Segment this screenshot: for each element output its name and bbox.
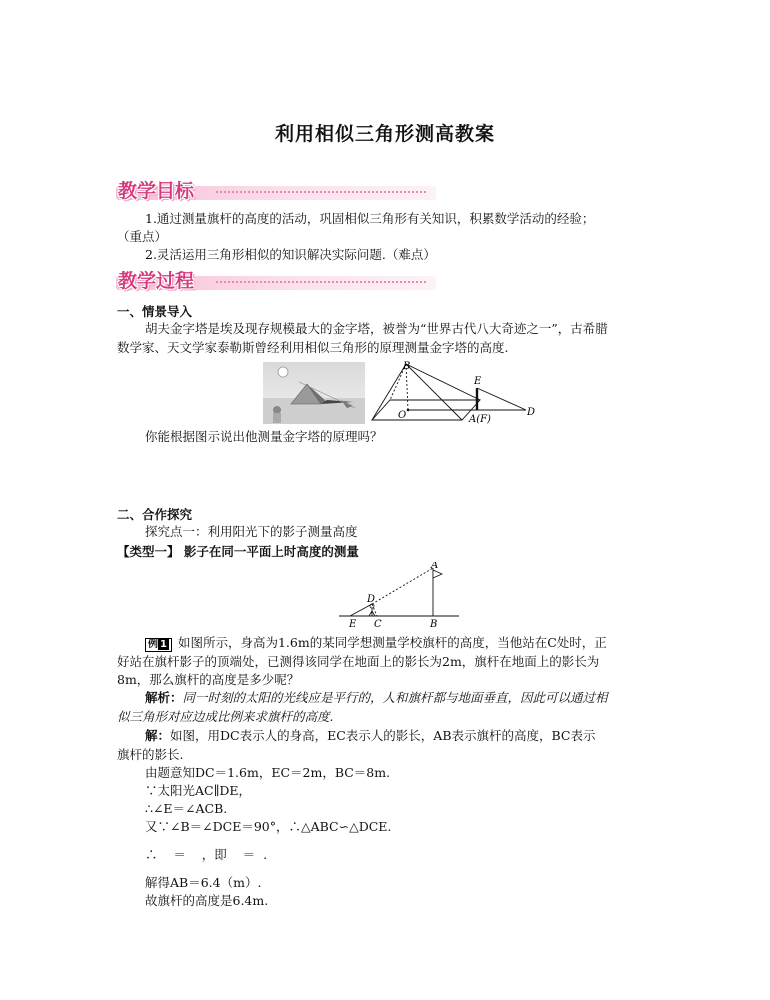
section-banner-process xyxy=(116,270,436,292)
section-banner-goals xyxy=(116,180,436,202)
example-line-2: 好站在旗杆影子的顶端处，已测得该同学在地面上的影长为2m，旗杆在地面上的影长为 xyxy=(117,654,600,669)
flagpole-figure xyxy=(335,562,465,630)
goal-line-1: 1.通过测量旗杆的高度的活动，巩固相似三角形有关知识，积累数学活动的经验； xyxy=(145,211,595,226)
solution-line-9: 故旗杆的高度是6.4m. xyxy=(145,893,269,908)
example-badge: 例 1 xyxy=(145,638,172,652)
solution-line-4: ∵太阳光AC∥DE， xyxy=(145,783,252,798)
solution-line-5: ∴∠E＝∠ACB. xyxy=(145,801,228,816)
label-A: A xyxy=(431,562,439,571)
part1-para-line-1: 胡夫金字塔是埃及现存规模最大的金字塔，被誉为“世界古代八大奇迹之一”，古希腊 xyxy=(145,321,608,336)
page-title: 利用相似三角形测高教案 xyxy=(274,123,495,145)
banner-label: 教学目标 xyxy=(118,180,195,202)
example-line-3: 8m，那么旗杆的高度是多少呢？ xyxy=(117,672,300,687)
label-B: B xyxy=(430,619,438,630)
example-text-1: 如图所示，身高为1.6m的某同学想测量学校旗杆的高度，当他站在C处时，正 xyxy=(177,635,607,650)
analysis-label: 解析： xyxy=(145,690,183,705)
label-AF: A(F) xyxy=(469,414,491,425)
solution-line-7: ∴ ＝ ，即 ＝ . xyxy=(145,847,268,862)
analysis-line-1 xyxy=(145,689,608,707)
label-E: E xyxy=(474,376,482,387)
banner-label: 教学过程 xyxy=(118,270,195,292)
solution-line-8: 解得AB＝6.4（m）. xyxy=(145,875,262,890)
goal-line-1b: （重点） xyxy=(117,229,168,244)
pyramid-geometry-figure xyxy=(370,360,540,430)
label-B: B xyxy=(403,361,411,372)
part1-para-line-2: 数学家、天文学家泰勒斯曾经利用相似三角形的原理测量金字塔的高度. xyxy=(117,340,509,355)
part2-heading: 二、合作探究 xyxy=(117,507,193,522)
label-O: O xyxy=(398,410,407,421)
banner-dots xyxy=(216,191,426,193)
solution-label: 解： xyxy=(145,728,171,743)
banner-dots xyxy=(216,281,426,283)
label-D: D xyxy=(527,407,536,418)
solution-line-1 xyxy=(145,727,596,745)
analysis-text-1: 同一时刻的太阳的光线应是平行的，人和旗杆都与地面垂直，因此可以通过相 xyxy=(182,690,608,705)
pyramid-photo xyxy=(263,362,365,424)
goal-line-2: 2.灵活运用三角形相似的知识解决实际问题.（难点） xyxy=(145,247,436,262)
example-line-1 xyxy=(145,634,607,652)
part1-heading: 一、情景导入 xyxy=(117,304,193,319)
part1-question: 你能根据图示说出他测量金字塔的原理吗？ xyxy=(145,429,383,444)
solution-line-6: 又∵∠B＝∠DCE＝90°，∴△ABC∽△DCE. xyxy=(145,819,392,834)
solution-line-3: 由题意知DC＝1.6m，EC＝2m，BC＝8m. xyxy=(145,765,391,780)
label-D: D xyxy=(367,594,376,605)
solution-text-1: 如图，用DC表示人的身高，EC表示人的影长，AB表示旗杆的高度，BC表示 xyxy=(170,728,596,743)
inquiry-point: 探究点一：利用阳光下的影子测量高度 xyxy=(145,524,358,539)
solution-line-2: 旗杆的影长. xyxy=(117,747,184,762)
type-heading: 【类型一】 影子在同一平面上时高度的测量 xyxy=(117,544,359,559)
label-E: E xyxy=(349,619,357,630)
label-C: C xyxy=(374,619,382,630)
analysis-line-2: 似三角形对应边成比例来求旗杆的高度. xyxy=(117,709,334,724)
